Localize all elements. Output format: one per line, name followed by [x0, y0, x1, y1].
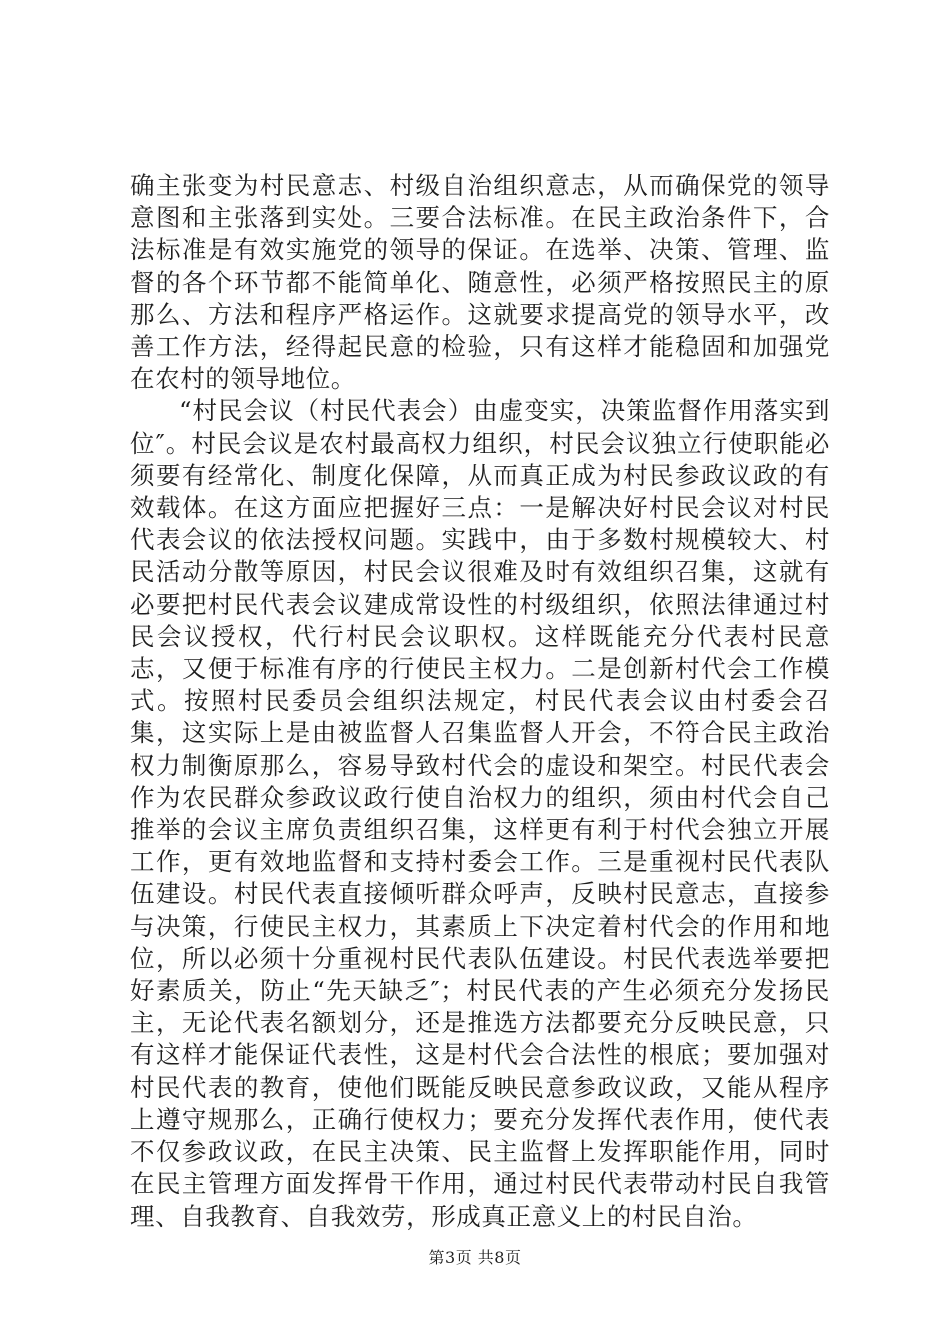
page-footer: 第3页 共8页 — [428, 1248, 522, 1267]
body-text — [130, 170, 830, 1233]
paragraph-2: “村民会议（村民代表会）由虚变实，决策监督作用落实到位″。村民会议是农村最高权力组织，村民会议独立行使职能必须要有经常化、制度化保障，从而真正成为村民参政议政的有效载体。在这方面应把握好三点：一是解决好村民会议对村民代表会议的依法授权问题。实践中，由于多数村规模较大、村民活动分散等原因，村民会议很难及时有效组织召集，这就有必要把村民代表会议建成常设性的村级组织，依照法律通过村民会议授权，代行村民会议职权。这样既能充分代表村民意志，又便于标准有序的行使民主权力。二是创新村代会工作模式。按照村民委员会组织法规定，村民代表会议由村委会召集，这实际上是由被监督人召集监督人开会，不符合民主政治权力制衡原那么，容易导致村代会的虚设和架空。村民代表会作为农民群众参政议政行使自治权力的组织，须由村代会自己推举的会议主席负责组织召集，这样更有利于村代会独立开展工作，更有效地监督和支持村委会工作。三是重视村民代表队伍建设。村民代表直接倾听群众呼声，反映村民意志，直接参与决策，行使民主权力，其素质上下决定着村代会的作用和地位，所以必须十分重视村民代表队伍建设。村民代表选举要把好素质关，防止“先天缺乏″；村民代表的产生必须充分发扬民主，无论代表名额划分，还是推选方法都要充分反映民意，只有这样才能保证代表性，这是村代会合法性的根底；要加强对村民代表的教育，使他们既能反映民意参政议政，又能从程序上遵守规那么，正确行使权力；要充分发挥代表作用，使代表不仅参政议政，在民主决策、民主监督上发挥职能作用，同时在民主管理方面发挥骨干作用，通过村民代表带动村民自我管理、自我教育、自我效劳，形成真正意义上的村民自治。 — [130, 396, 830, 1231]
paragraph-1: 确主张变为村民意志、村级自治组织意志，从而确保党的领导意图和主张落到实处。三要合法标准。在民主政治条件下，合法标准是有效实施党的领导的保证。在选举、决策、管理、监督的各个环节都不能简单化、随意性，必须严格按照民主的原那么、方法和程序严格运作。这就要求提高党的领导水平，改善工作方法，经得起民意的检验，只有这样才能稳固和加强党在农村的领导地位。 — [130, 171, 830, 394]
